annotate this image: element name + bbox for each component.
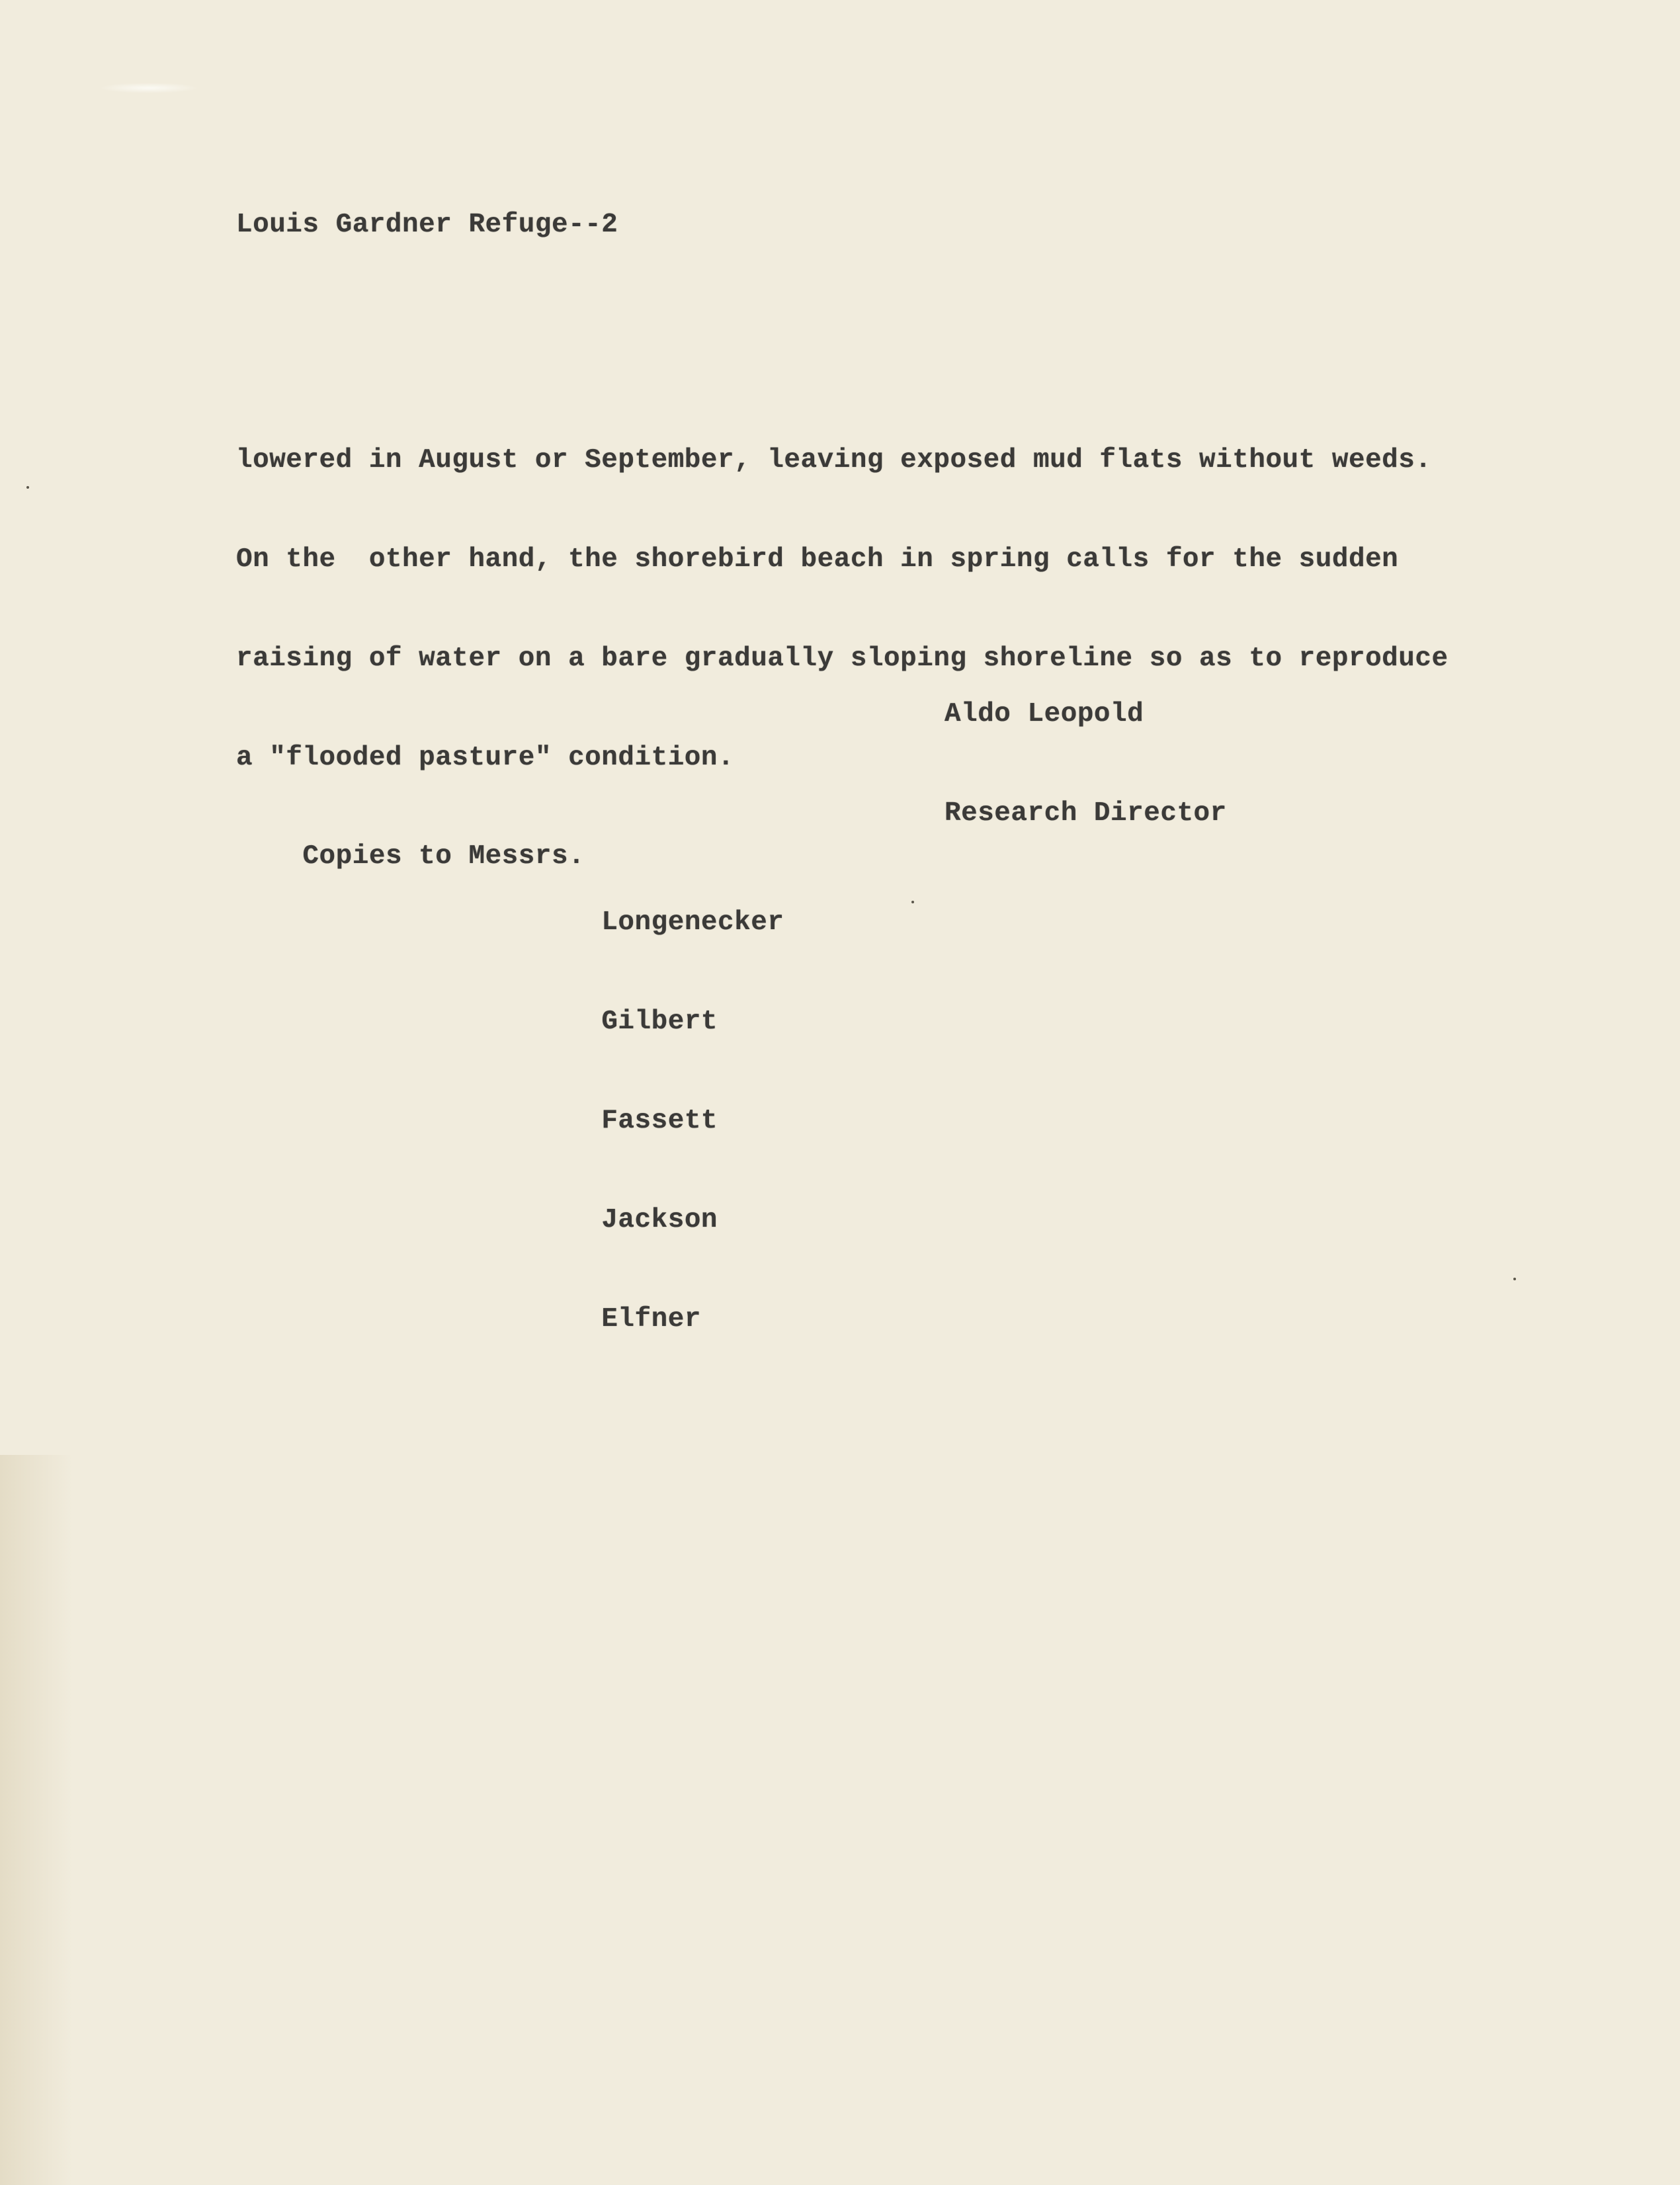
paper-speck [911,901,914,903]
copies-names-list [601,840,784,1402]
copies-name: Elfner [601,1304,701,1335]
copies-name: Jackson [601,1205,718,1235]
copies-label: Copies to Messrs. [302,841,585,872]
paragraph-line: On the other hand, the shorebird beach in spring calls for the sudden [236,544,1399,575]
page-edge-shadow [0,1455,73,2185]
paragraph-line: lowered in August or September, leaving exposed mud flats without weeds. [236,445,1432,475]
paragraph-line: raising of water on a bare gradually sloping shoreline so as to reproduce [236,643,1449,674]
signature-name: Aldo Leopold [945,699,1144,729]
copies-name: Gilbert [601,1007,718,1037]
paper-speck [26,486,29,489]
copies-name: Longenecker [601,907,784,938]
paper-speck [1513,1278,1516,1280]
copies-block [236,807,784,1435]
page-header: Louis Gardner Refuge--2 [236,210,618,240]
copies-name: Fassett [601,1106,718,1136]
signature-block [945,632,1227,896]
paper-crease-mark [99,83,198,93]
body-paragraph [236,378,1449,841]
paragraph-line: a "flooded pasture" condition. [236,743,735,773]
signature-title: Research Director [945,798,1227,829]
